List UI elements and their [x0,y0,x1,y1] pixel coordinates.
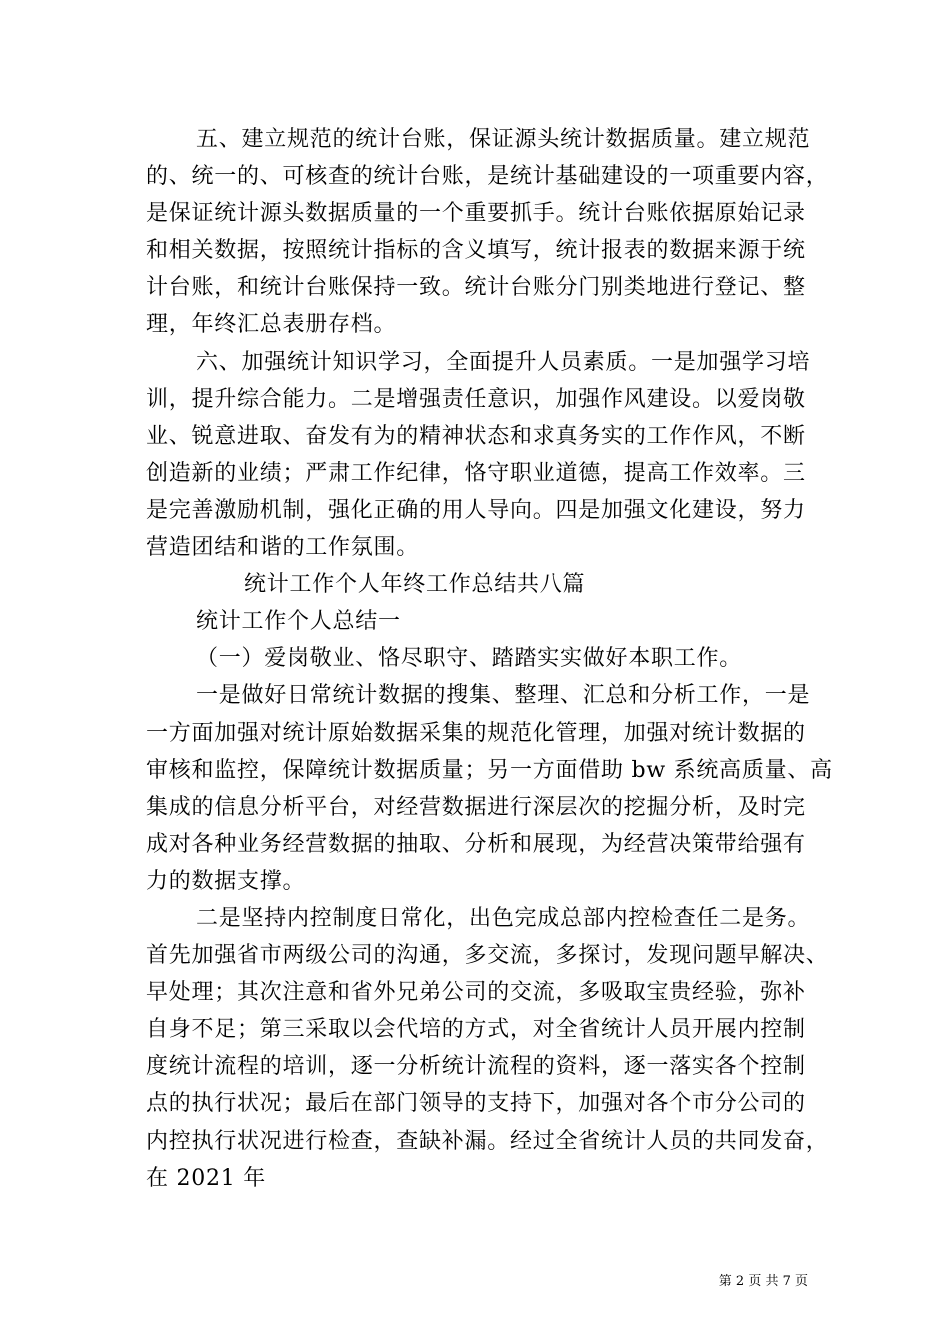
paragraph-5-line-4: 和相关数据，按照统计指标的含义填写，统计报表的数据来源于统 [146,238,806,264]
paragraph-b-line-5: 度统计流程的培训，逐一分析统计流程的资料，逐一落实各个控制 [146,1054,806,1080]
section-heading-1: （一）爱岗敬业、恪尽职守、踏踏实实做好本职工作。 [196,646,743,672]
paragraph-b-line-3: 早处理；其次注意和省外兄弟公司的交流，多吸取宝贵经验，弥补 [146,980,806,1006]
page-number: 第 2 页 共 7 页 [718,1274,808,1289]
paragraph-6-line-5: 是完善激励机制，强化正确的用人导向。四是加强文化建设，努力 [146,497,806,523]
paragraph-6-line-4: 创造新的业绩；严肃工作纪律，恪守职业道德，提高工作效率。三 [146,460,806,486]
paragraph-5-line-6: 理，年终汇总表册存档。 [146,312,397,338]
paragraph-a-line-6: 力的数据支撑。 [146,868,306,894]
paragraph-5-line-1: 五、建立规范的统计台账，保证源头统计数据质量。建立规范 [196,127,811,152]
paragraph-b-line-6: 点的执行状况；最后在部门领导的支持下，加强对各个市分公司的 [146,1091,806,1117]
subsection-title: 统计工作个人总结一 [196,609,401,635]
document-body [146,121,833,1197]
paragraph-5-line-2: 的、统一的、可核查的统计台账，是统计基础建设的一项重要内容， [146,164,829,190]
paragraph-6-line-1: 六、加强统计知识学习，全面提升人员素质。一是加强学习培 [196,349,811,375]
paragraph-5-line-3: 是保证统计源头数据质量的一个重要抓手。统计台账依据原始记录 [146,201,806,227]
paragraph-b-line-7: 内控执行状况进行检查，查缺补漏。经过全省统计人员的共同发奋， [146,1128,829,1154]
paragraph-6-line-2: 训，提升综合能力。二是增强责任意识，加强作风建设。以爱岗敬 [146,386,806,412]
paragraph-a-line-3: 审核和监控，保障统计数据质量；另一方面借助 bw 系统高质量、高 [146,757,833,783]
paragraph-5-line-5: 计台账，和统计台账保持一致。统计台账分门别类地进行登记、整 [146,275,806,301]
paragraph-a-line-5: 成对各种业务经营数据的抽取、分析和展现，为经营决策带给强有 [146,831,806,857]
paragraph-6-line-3: 业、锐意进取、奋发有为的精神状态和求真务实的工作作风，不断 [146,423,806,449]
paragraph-b-line-2: 首先加强省市两级公司的沟通，多交流，多探讨，发现问题早解决、 [146,943,829,969]
paragraph-b-line-8: 在 2021 年 [146,1165,266,1191]
paragraph-b-line-1: 二是坚持内控制度日常化，出色完成总部内控检查任二是务。 [196,905,811,931]
paragraph-a-line-1: 一是做好日常统计数据的搜集、整理、汇总和分析工作，一是 [196,683,811,709]
paragraph-b-line-4: 自身不足；第三采取以会代培的方式，对全省统计人员开展内控制 [146,1017,806,1043]
paragraph-a-line-2: 一方面加强对统计原始数据采集的规范化管理，加强对统计数据的 [146,720,806,746]
paragraph-a-line-4: 集成的信息分析平台，对经营数据进行深层次的挖掘分析，及时完 [146,794,806,820]
section-title: 统计工作个人年终工作总结共八篇 [244,572,586,598]
paragraph-6-line-6: 营造团结和谐的工作氛围。 [146,535,420,561]
